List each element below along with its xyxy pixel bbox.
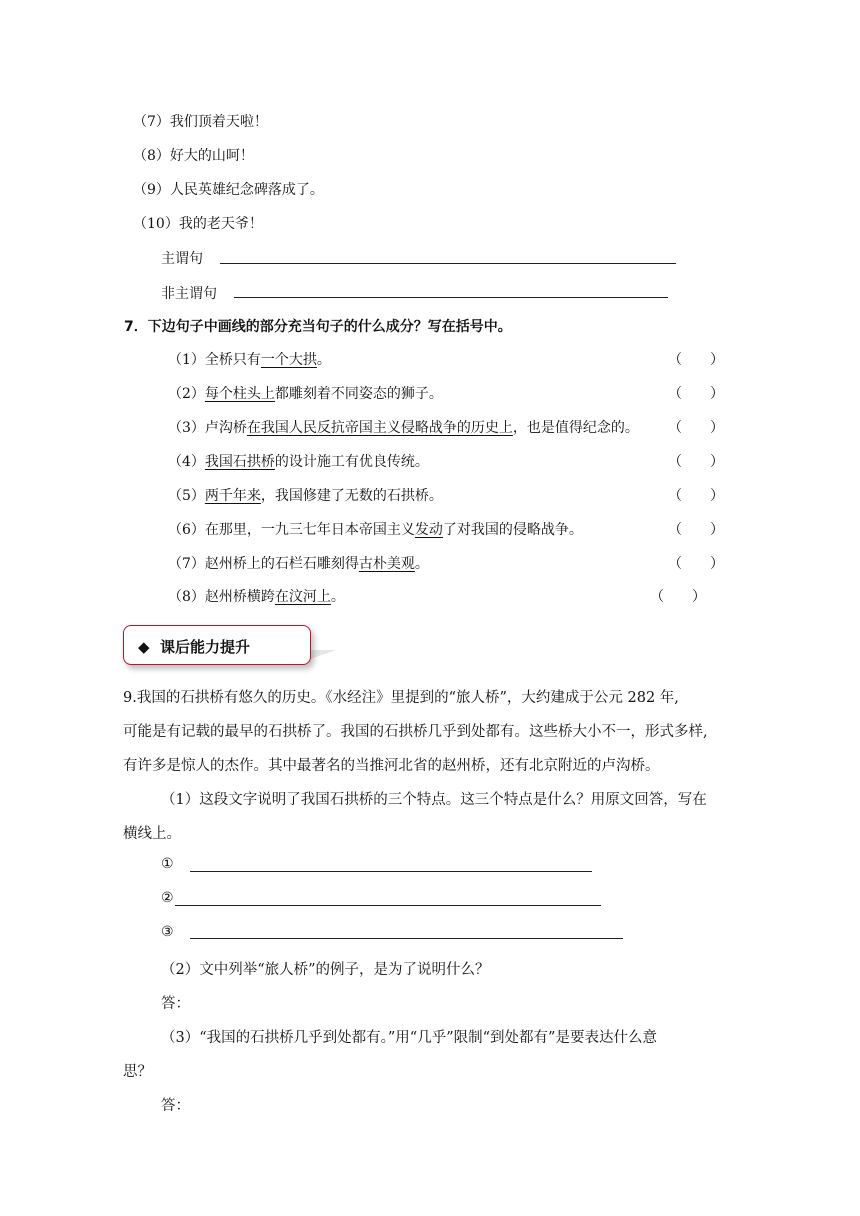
q7-item-1 <box>168 349 331 369</box>
q7-text: （6）在那里，一九三七年日本帝国主义 <box>168 522 415 538</box>
answer-paren[interactable]: （ ） <box>668 420 724 436</box>
section-heading-label <box>138 636 250 657</box>
q7-underlined: 一个大拱 <box>260 352 317 368</box>
q7-item-5 <box>168 485 443 505</box>
q9-sub3-cont: 思？ <box>123 1064 152 1080</box>
section-heading <box>123 625 311 665</box>
q9-sub1: （1）这段文字说明了我国石拱桥的三个特点。这三个特点是什么？用原文回答，写在 <box>161 792 707 808</box>
answer-line[interactable] <box>175 905 601 906</box>
q7-item-8 <box>168 586 345 606</box>
answer-paren[interactable]: （ ） <box>668 556 724 572</box>
q9-sub1-cont: 横线上。 <box>123 826 181 842</box>
answer-paren[interactable]: （ ） <box>668 454 724 470</box>
answer-label: 答： <box>161 1098 190 1114</box>
answer-line[interactable] <box>190 871 592 872</box>
answer-line[interactable] <box>234 297 668 298</box>
answer-paren[interactable]: （ ） <box>650 589 706 605</box>
q7-underlined: 每个柱头上 <box>204 386 275 402</box>
q7-item-3 <box>168 417 639 437</box>
q7-underlined: 发动 <box>414 522 443 538</box>
q7-text: 。 <box>330 589 345 605</box>
fill-label-non-subject-predicate: 非主谓句 <box>161 286 217 302</box>
q7-text: 。 <box>316 352 331 368</box>
question-7-title: 7．下边句子中画线的部分充当句子的什么成分？写在括号中。 <box>124 319 512 335</box>
answer-line[interactable] <box>220 263 676 264</box>
section-title: 课后能力提升 <box>160 638 251 656</box>
q7-item-6 <box>168 519 583 539</box>
q7-underlined: 在汶河上 <box>274 589 331 605</box>
q7-text: 的设计施工有优良传统。 <box>274 454 429 470</box>
q9-passage-line: 有许多是惊人的杰作。其中最著名的当推河北省的赵州桥，还有北京附近的卢沟桥。 <box>123 758 660 774</box>
q7-text: ，也是值得纪念的。 <box>512 420 639 436</box>
answer-paren[interactable]: （ ） <box>668 488 724 504</box>
answer-paren[interactable]: （ ） <box>668 386 724 402</box>
q9-sub2: （2）文中列举“旅人桥”的例子，是为了说明什么？ <box>161 962 490 978</box>
q7-text: ，我国修建了无数的石拱桥。 <box>260 488 443 504</box>
answer-paren[interactable]: （ ） <box>668 352 724 368</box>
q7-text: （4） <box>168 454 205 470</box>
list-item: （8）好大的山呵！ <box>133 148 254 164</box>
answer-mark-3: ③ <box>161 924 174 940</box>
q7-text: （1）全桥只有 <box>168 352 261 368</box>
q7-text: （5） <box>168 488 205 504</box>
q7-text: （8）赵州桥横跨 <box>168 589 275 605</box>
list-item: （9）人民英雄纪念碑落成了。 <box>133 182 324 198</box>
list-item: （10）我的老天爷！ <box>133 216 263 232</box>
q7-text: 了对我国的侵略战争。 <box>442 522 583 538</box>
fill-label-subject-predicate: 主谓句 <box>161 251 203 267</box>
q7-item-4 <box>168 451 429 471</box>
list-item: （7）我们顶着天啦！ <box>133 114 268 130</box>
q7-underlined: 我国石拱桥 <box>204 454 275 470</box>
q7-underlined: 两千年来 <box>204 488 261 504</box>
answer-line[interactable] <box>190 938 623 939</box>
q9-sub3: （3）“我国的石拱桥几乎到处都有。”用“几乎”限制“到处都有”是要表达什么意 <box>161 1030 657 1046</box>
q7-text: （7）赵州桥上的石栏石雕刻得 <box>168 556 359 572</box>
q9-passage-line: 9.我国的石拱桥有悠久的历史。《水经注》里提到的“旅人桥”，大约建成于公元 282 年, <box>123 690 679 706</box>
q7-text: 都雕刻着不同姿态的狮子。 <box>274 386 443 402</box>
answer-mark-1: ① <box>161 856 174 872</box>
q7-text: （3）卢沟桥 <box>168 420 247 436</box>
diamond-icon: ◆ <box>138 638 150 656</box>
q7-underlined: 在我国人民反抗帝国主义侵略战争的历史上 <box>246 420 513 436</box>
q7-item-7 <box>168 553 429 573</box>
answer-paren[interactable]: （ ） <box>668 522 724 538</box>
answer-label: 答： <box>161 996 190 1012</box>
q7-item-2 <box>168 383 443 403</box>
q9-passage-line: 可能是有记载的最早的石拱桥了。我国的石拱桥几乎到处都有。这些桥大小不一，形式多样, <box>123 724 708 740</box>
q7-underlined: 古朴美观 <box>358 556 415 572</box>
q7-text: （2） <box>168 386 205 402</box>
q7-text: 。 <box>414 556 429 572</box>
answer-mark-2: ② <box>161 890 174 906</box>
